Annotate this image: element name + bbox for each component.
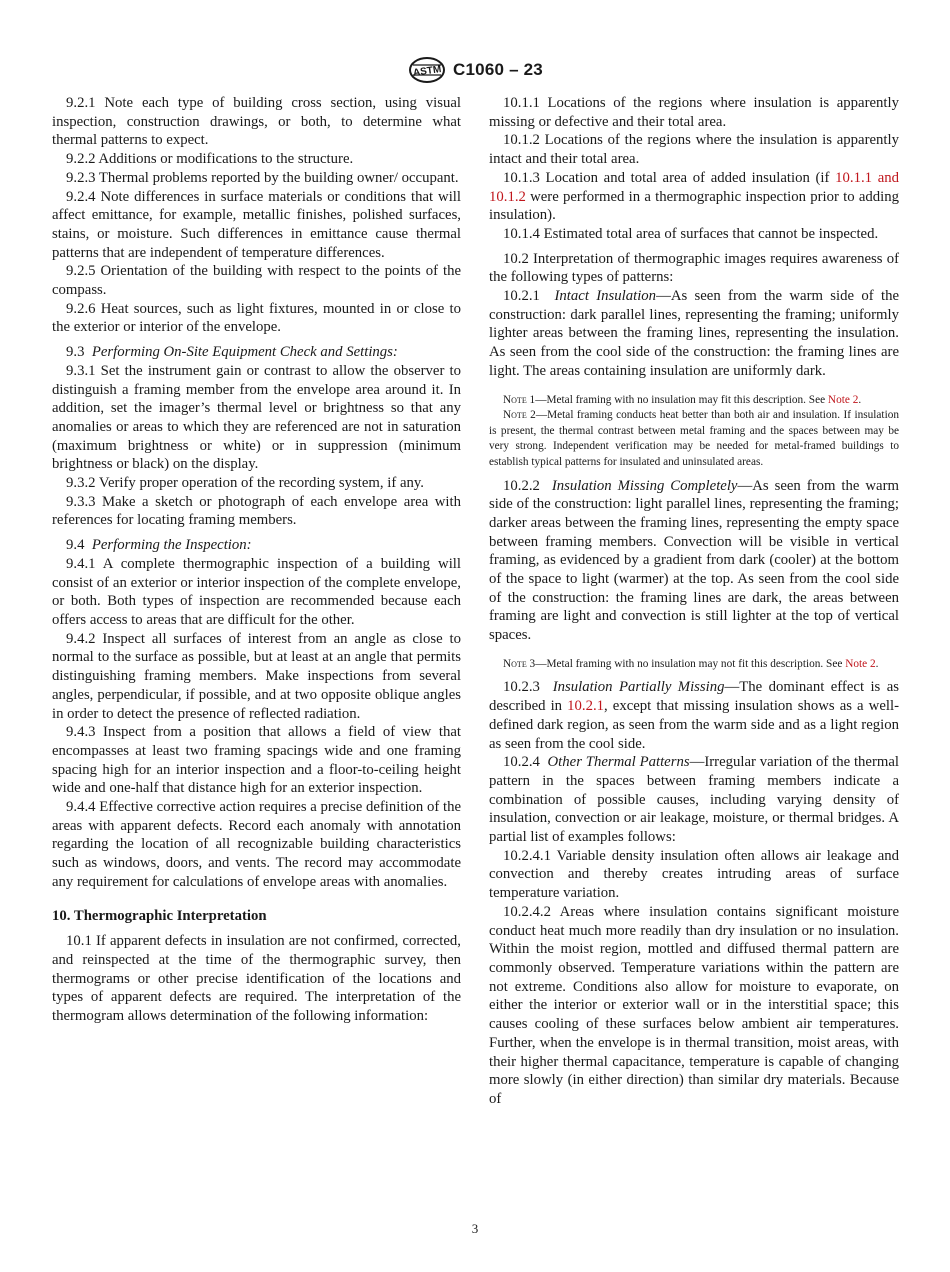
para-10-1: 10.1 If apparent defects in insulation are not confirmed, corrected, and reinspected at the time of the thermographic survey, then thermograms or other precise identification of the locations and types of apparent defects are required. The interpretation of the thermogram allows determination of the following information: — [52, 933, 461, 1025]
page-number: 3 — [471, 1221, 479, 1236]
page-header — [0, 57, 950, 83]
ref-note-2[interactable]: Note 2 — [827, 393, 859, 406]
para-9-2-3: 9.2.3 Thermal problems reported by the building owner/ occupant. — [66, 169, 459, 186]
para-10-2-2: 10.2.2 Insulation Missing Completely—As seen from the warm side of the construction: light parallel lines, representing the framing; darker areas between the framing lines, representing the empty space between framing members. Convection will be visible in vertical framing, as evidenced by a gradient from dark (cooler) at the bottom of the space to light (warmer) at the top. As seen from the cool side of the construction: the framing lines are dark, the areas between framing are light and convection is still lighter at the top of vertical spaces. — [489, 477, 899, 644]
para-9-2-6: 9.2.6 Heat sources, such as light fixtures, mounted in or close to the exterior or interior of the envelope. — [52, 300, 461, 336]
left-column — [52, 94, 461, 1026]
ref-10-1-1-and-10-1-2[interactable]: 10.1.1 and 10.1.2 — [489, 169, 899, 205]
astm-logo-icon — [407, 57, 447, 83]
para-10-2-4-1: 10.2.4.1 Variable density insulation often allows air leakage and convection and thereby creates intruding areas of surface temperature variation. — [489, 847, 899, 902]
note-1: Note 1—Metal framing with no insulation may fit this description. See Note 2. — [503, 393, 862, 406]
para-10-1-4: 10.1.4 Estimated total area of surfaces that cannot be inspected. — [503, 225, 879, 242]
heading-9-4: 9.4 Performing the Inspection: — [66, 537, 252, 554]
para-9-4-4: 9.4.4 Effective corrective action requires a precise definition of the areas with apparent defects. Record each anomaly with annotation regarding the location of all recognizable building characteristics such as windows, doors, and vents. The record may accommodate any requirement for calculations of envelope areas with anomalies. — [52, 799, 461, 890]
section-10-heading: 10. Thermographic Interpretation — [52, 907, 267, 924]
para-10-1-1: 10.1.1 Locations of the regions where insulation is apparently missing or defective and their total area. — [489, 95, 899, 130]
ref-10-2-1[interactable]: 10.2.1 — [567, 698, 605, 715]
para-10-2: 10.2 Interpretation of thermographic images requires awareness of the following types of patterns: — [489, 250, 899, 286]
para-10-2-4: 10.2.4 Other Thermal Patterns—Irregular variation of the thermal pattern in the spaces between framing members indicate a combination of possible causes, including varying density of insulation, convection or air leakage, moisture, or thermal bridges. A partial list of examples follows: — [489, 754, 900, 846]
document-id: C1060 – 23 — [453, 60, 543, 79]
svg-text:ASTM: ASTM — [412, 64, 443, 79]
right-column — [489, 94, 899, 1109]
ref-note-2-b[interactable]: Note 2 — [845, 657, 876, 670]
para-10-2-3: 10.2.3 Insulation Partially Missing—The dominant effect is as described in 10.2.1, except that missing insulation shows as a well-defined dark region, as seen from the warm side and as a light region as seen from the cool side. — [489, 679, 899, 752]
para-9-3-1: 9.3.1 Set the instrument gain or contrast to allow the observer to distinguish a framing member from the envelope area around it. In addition, set the imager’s thermal level or brightness so that any anomalies or areas to which they are referenced are not in saturation (maximum brightness or white) or in suppression (minimum brightness or black) on the display. — [52, 362, 461, 473]
note-3: Note 3—Metal framing with no insulation may not fit this description. See Note 2. — [503, 657, 879, 670]
para-10-1-3: 10.1.3 Location and total area of added insulation (if 10.1.1 and 10.1.2 were performed in a thermographic inspection prior to adding insulation). — [489, 169, 899, 224]
heading-9-3: 9.3 Performing On-Site Equipment Check and Settings: — [66, 344, 398, 361]
para-9-2-2: 9.2.2 Additions or modifications to the structure. — [66, 151, 354, 168]
para-10-2-4-2: 10.2.4.2 Areas where insulation contains significant moisture conduct heat much more readily than dry insulation or no insulation. Within the moist region, mottled and diffused thermal pattern are commonly observed. Temperature variations within the pattern are not extreme. Conditions also allow for moisture to evaporate, on either the interior or exterior wall or in the interstitial space; this causes cooling of these surfaces below ambient air temperatures. Further, when the envelope is in thermal transition, moist areas, with their higher thermal capacitance, temperature is capable of changing more slowly (in either direction) than similar dry materials. Because of — [489, 903, 899, 1107]
para-9-3-3: 9.3.3 Make a sketch or photograph of each envelope area with references for locating framing members. — [52, 493, 461, 529]
para-10-2-1: 10.2.1 Intact Insulation—As seen from the warm side of the construction: dark parallel lines, representing the framing; uniformly lighter areas between the framing lines, representing the insulation. As seen from the cool side of the construction: the framing lines are light. The areas containing insulation are uniformly dark. — [489, 288, 899, 379]
para-9-4-3: 9.4.3 Inspect from a position that allows a field of view that encompasses at least two framing spacings wide and one framing spacing high for an interior inspection and a floor-to-ceiling height wide and one-half that distance high for an exterior inspection. — [52, 724, 461, 797]
para-9-2-5: 9.2.5 Orientation of the building with respect to the points of the compass. — [52, 263, 461, 299]
para-9-2-4: 9.2.4 Note differences in surface materials or conditions that will affect emittance, for example, metallic finishes, polished surfaces, stains, or moisture. Such differences in emittance cause thermal patterns that are independent of temperature differences. — [52, 188, 461, 261]
note-2: Note 2—Metal framing conducts heat better than both air and insulation. If insulation is present, the thermal contrast between metal framing and the spaces between may be very strong. Independent verification may be needed for metal-framed buildings to establish typical patterns for insulated and uninsulated areas. — [489, 409, 900, 468]
para-9-4-1: 9.4.1 A complete thermographic inspection of a building will consist of an exterior or interior inspection of the complete envelope, or both. Both types of inspection are recommended because each offers access to areas that are difficult for the other. — [52, 555, 461, 628]
para-9-3-2: 9.3.2 Verify proper operation of the recording system, if any. — [66, 475, 424, 492]
para-9-4-2: 9.4.2 Inspect all surfaces of interest from an angle as close to normal to the surface as possible, but at least at an angle that permits distinguishing framing members. Make inspections from several angles, perpendicular, if possible, and at two opposite oblique angles in order to detect the presence of reflected radiation. — [52, 630, 461, 722]
para-10-1-2: 10.1.2 Locations of the regions where the insulation is apparently intact and their total area. — [489, 132, 899, 168]
para-9-2-1: 9.2.1 Note each type of building cross section, using visual inspection, construction drawings, or both, to determine what thermal patterns to expect. — [52, 95, 461, 149]
